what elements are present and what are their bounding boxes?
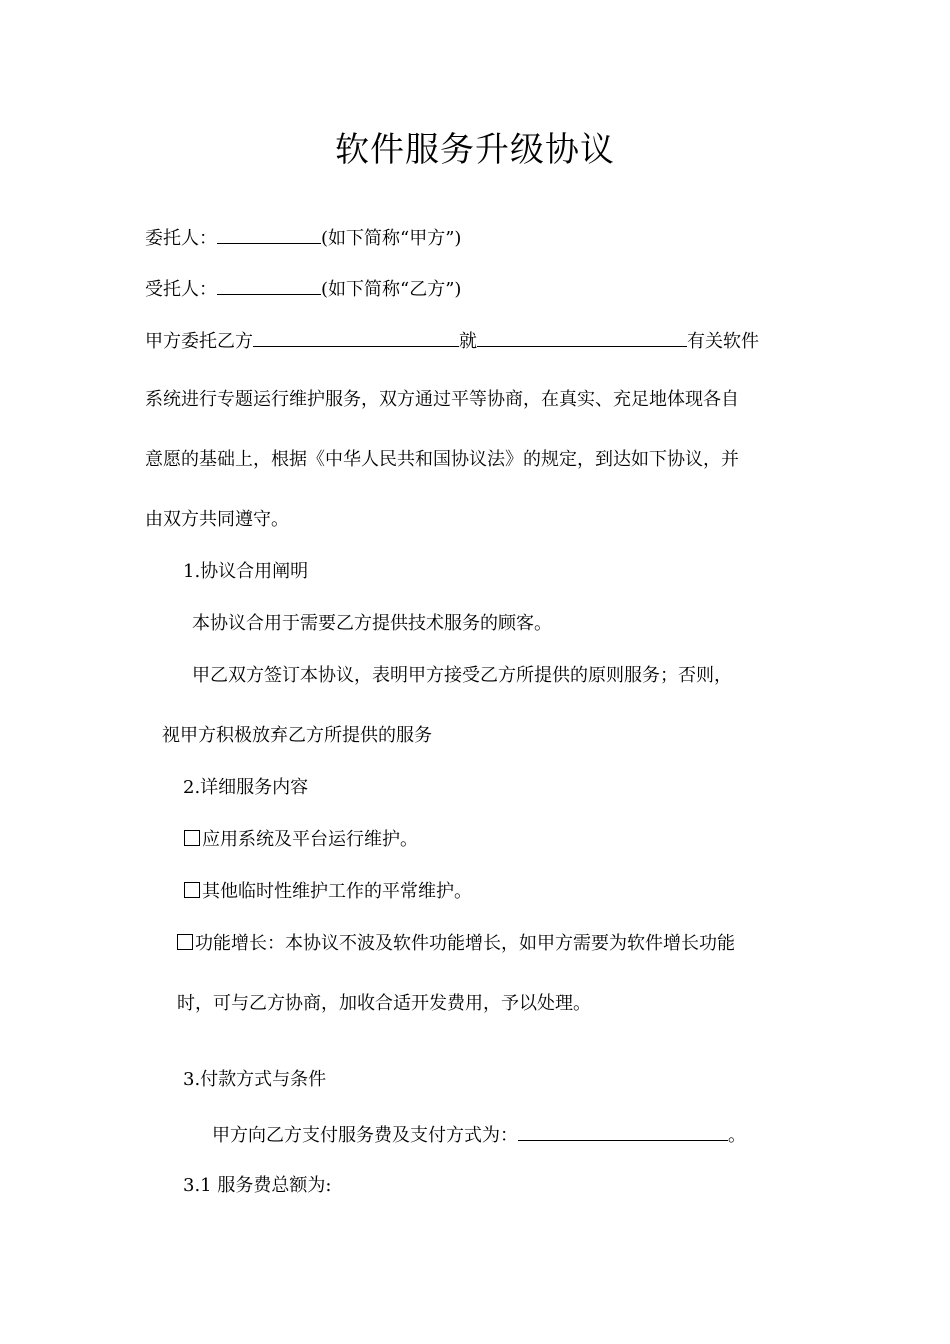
client-line (145, 225, 461, 251)
section2-item-2-text: 其他临时性维护工作的平常维护。 (202, 881, 472, 902)
payment-method-blank[interactable] (518, 1122, 728, 1141)
client-suffix: (如下简称“甲方”) (321, 228, 462, 249)
section2-item-3 (177, 932, 735, 956)
intro-part2: 就 (459, 331, 477, 352)
client-blank[interactable] (217, 225, 321, 244)
section2-item-3-line-2: 时，可与乙方协商，加收合适开发费用，予以处理。 (177, 993, 591, 1014)
section3-paragraph-1 (212, 1122, 746, 1148)
intro-line-1 (145, 328, 759, 354)
section2-item-1-text: 应用系统及平台运行维护。 (202, 829, 418, 850)
section3-1: 3.1 服务费总额为: (183, 1175, 332, 1196)
section2-item-2 (184, 880, 472, 904)
intro-line-4: 由双方共同遵守。 (145, 509, 289, 530)
checkbox-icon[interactable] (184, 882, 200, 898)
intro-blank-1[interactable] (253, 328, 459, 347)
checkbox-icon[interactable] (184, 830, 200, 846)
section3-heading: 3.付款方式与条件 (183, 1069, 327, 1090)
intro-part1: 甲方委托乙方 (145, 331, 253, 352)
section2-heading: 2.详细服务内容 (183, 777, 309, 798)
contractor-suffix: (如下简称“乙方”) (321, 279, 462, 300)
intro-line-3: 意愿的基础上，根据《中华人民共和国协议法》的规定，到达如下协议，并 (145, 449, 739, 470)
section2-item-1 (184, 828, 418, 852)
section3-paragraph-1-end: 。 (728, 1125, 746, 1146)
intro-line-2: 系统进行专题运行维护服务，双方通过平等协商，在真实、充足地体现各自 (145, 389, 739, 410)
intro-part3: 有关软件 (687, 331, 759, 352)
document-title: 软件服务升级协议 (335, 130, 615, 170)
intro-blank-2[interactable] (477, 328, 687, 347)
section2-item-3-text: 功能增长：本协议不波及软件功能增长，如甲方需要为软件增长功能 (195, 933, 735, 954)
section3-paragraph-1-text: 甲方向乙方支付服务费及支付方式为： (212, 1125, 518, 1146)
section1-heading: 1.协议合用阐明 (183, 561, 309, 582)
section1-paragraph-2-line-2: 视甲方积极放弃乙方所提供的服务 (162, 725, 432, 746)
contractor-line (145, 276, 461, 302)
section1-paragraph-1: 本协议合用于需要乙方提供技术服务的顾客。 (192, 613, 552, 634)
contractor-label: 受托人： (145, 279, 217, 300)
checkbox-icon[interactable] (177, 934, 193, 950)
client-label: 委托人： (145, 228, 217, 249)
section1-paragraph-2-line-1: 甲乙双方签订本协议，表明甲方接受乙方所提供的原则服务；否则， (192, 665, 732, 686)
contractor-blank[interactable] (217, 276, 321, 295)
